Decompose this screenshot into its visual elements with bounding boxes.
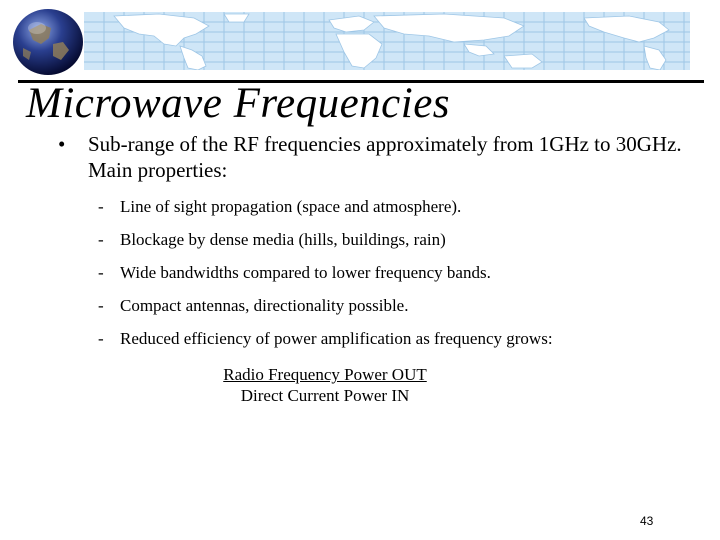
page-number: 43 [640, 514, 654, 528]
sub-bullet-text: Blockage by dense media (hills, buildings, rain) [120, 230, 446, 249]
sub-bullet [98, 296, 408, 316]
sub-bullet [98, 263, 491, 283]
formula-denominator: Direct Current Power IN [240, 386, 410, 405]
sub-bullet-text: Line of sight propagation (space and atmosphere). [120, 197, 462, 216]
main-bullet [58, 131, 698, 183]
sub-bullet-marker: - [98, 230, 104, 249]
sub-bullet-text: Wide bandwidths compared to lower frequency bands. [120, 263, 491, 282]
sub-bullet-marker: - [98, 329, 104, 348]
world-map-banner-icon [84, 12, 690, 70]
sub-bullet [98, 230, 446, 250]
globe-icon [11, 8, 85, 76]
sub-bullet [98, 329, 553, 349]
sub-bullet-text: Reduced efficiency of power amplification as frequency grows: [120, 329, 553, 348]
sub-bullet-marker: - [98, 263, 104, 282]
sub-bullet-text: Compact antennas, directionality possible. [120, 296, 409, 315]
sub-bullet-marker: - [98, 296, 104, 315]
efficiency-formula [204, 364, 446, 406]
formula-numerator: Radio Frequency Power OUT [223, 365, 427, 384]
bullet-marker: • [58, 132, 66, 156]
sub-bullet [98, 197, 461, 217]
main-bullet-text: Sub-range of the RF frequencies approximately from 1GHz to 30GHz. Main properties: [88, 132, 682, 182]
slide-title: Microwave Frequencies [26, 80, 451, 127]
sub-bullet-marker: - [98, 197, 104, 216]
